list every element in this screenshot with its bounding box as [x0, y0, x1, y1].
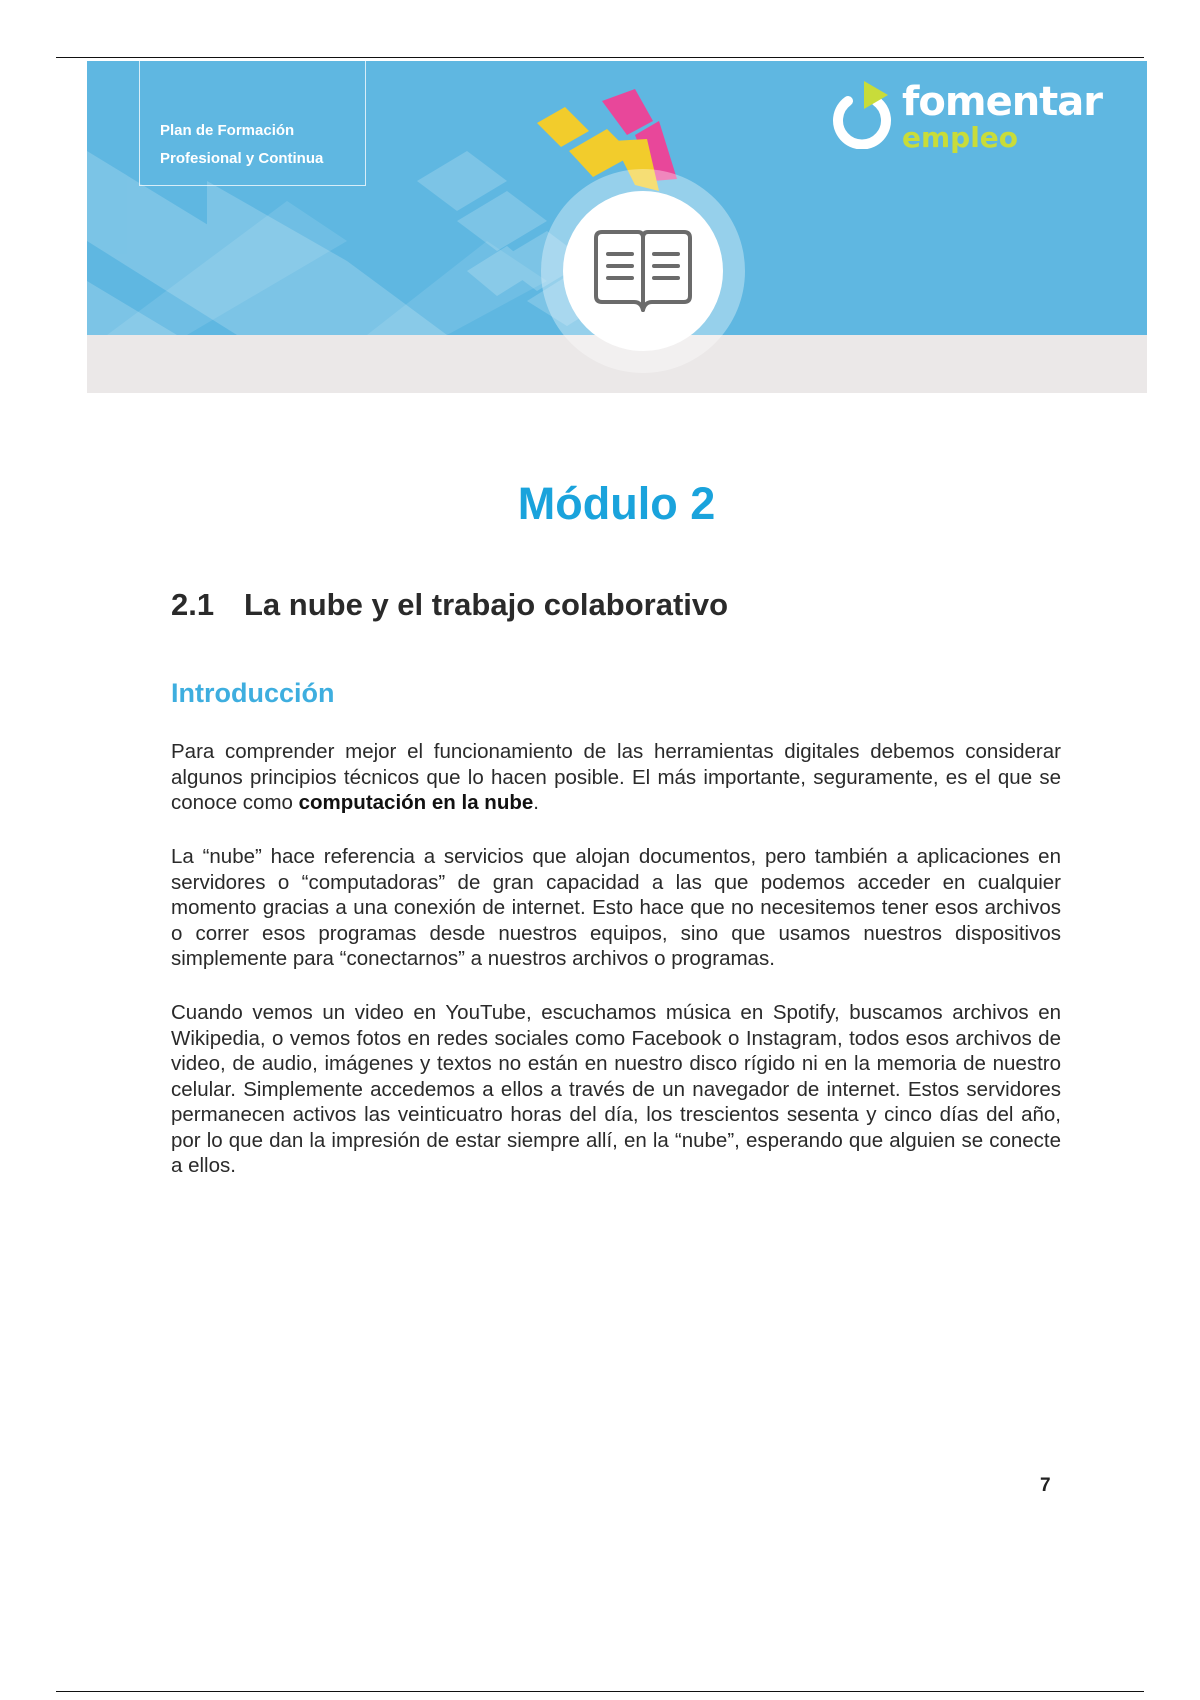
header-banner: [87, 61, 1147, 393]
plan-line-1: Plan de Formación: [160, 122, 295, 139]
plan-line-2: Profesional y Continua: [160, 150, 324, 167]
paragraph-1-end: .: [533, 791, 539, 814]
plan-formacion-label: [160, 117, 323, 173]
paragraph-3: Cuando vemos un video en YouTube, escuchamos música en Spotify, buscamos archivos en Wikipedia, o vemos fotos en redes sociales como Facebook o Instagram, todos esos archivos de video, de audio, imágenes y textos no están en nuestro disco rígido ni en la memoria de nuestro celular. Simplemente accedemos a ellos a través de un navegador de internet. Estos servidores permanecen activos las veinticuatro horas del día, los trescientos sesenta y cinco días del año, por lo que dan la impresión de estar siempre allí, en la “nube”, esperando que alguien se conecte a ellos.: [171, 1001, 1061, 1177]
paragraph-1: [171, 739, 1061, 816]
bottom-rule: [56, 1691, 1144, 1692]
paragraph-1-text: Para comprender mejor el funcionamiento de las herramientas digitales debemos considerar algunos principios técnicos que lo hacen posible. El más importante, seguramente, es el que se conoce como: [171, 740, 1061, 814]
introduction-heading: Introducción: [171, 678, 335, 708]
plan-formacion-box: [139, 61, 366, 186]
module-title: Módulo 2: [517, 478, 716, 529]
paragraph-2: La “nube” hace referencia a servicios que alojan documentos, pero también a aplicaciones en servidores o “computadoras” de gran capacidad a las que podemos acceder en cualquier momento gracias a una conexión de internet. Esto hace que no necesitemos tener esos archivos o correr esos programas desde nuestros equipos, sino que usamos nuestros dispositivos simplemente para “conectarnos” a nuestros archivos o programas.: [171, 845, 1061, 970]
section-title: La nube y el trabajo colaborativo: [244, 587, 729, 622]
fomentar-empleo-logo: [830, 79, 1130, 169]
top-rule: [56, 57, 1144, 58]
section-heading: [171, 587, 728, 623]
book-medallion: [538, 166, 748, 376]
logo-word-fomentar: fomentar: [902, 79, 1103, 125]
fomentar-logo-icon: [830, 79, 894, 149]
page-number: 7: [1040, 1475, 1051, 1496]
section-number: 2.1: [171, 587, 215, 622]
logo-word-empleo: empleo: [902, 121, 1019, 154]
paragraph-1-bold-term: computación en la nube: [298, 791, 534, 814]
